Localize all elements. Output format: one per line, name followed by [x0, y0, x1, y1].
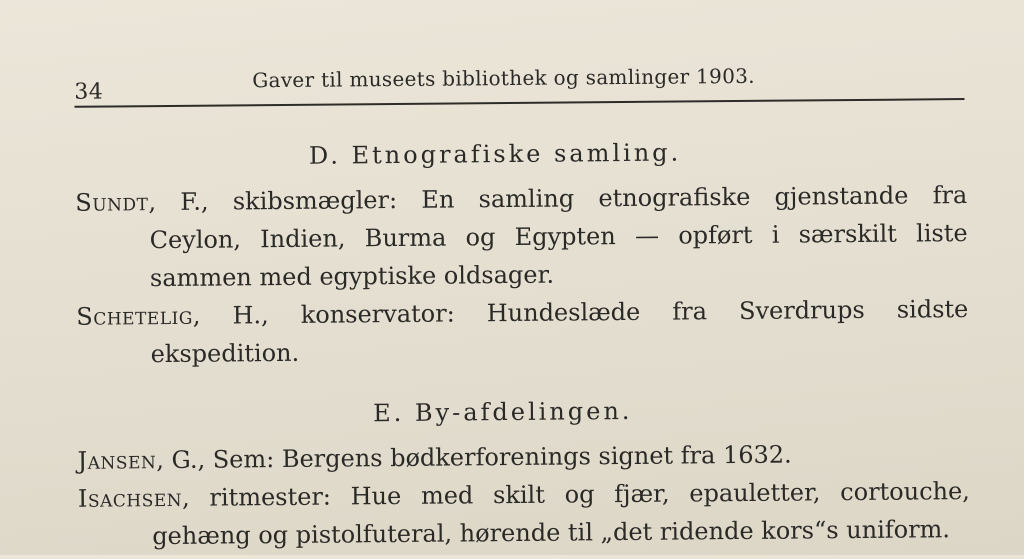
- donor-name: Schetelig: [76, 301, 193, 331]
- entry-text: , H., konservator: Hundeslæde fra Sverdrups sidste: [192, 295, 969, 330]
- entry-continuation-line: ekspedition.: [150, 338, 300, 369]
- page-number: 34: [74, 79, 104, 105]
- entry-isachsen: [78, 472, 971, 556]
- entry-continuation-line: sammen med egyptiske oldsager.: [149, 260, 555, 293]
- entry-text: , G., Sem: Bergens bødkerforenings signet fra 1632.: [156, 440, 792, 475]
- running-head: Gaver til museets bibliothek og samlinger 1903.: [252, 63, 755, 93]
- section-title-d: D. Etnografiske samling.: [308, 138, 682, 170]
- donor-name: Jansen: [77, 446, 157, 475]
- entry-continuation-line: Ceylon, Indien, Burma og Egypten — opført i særskilt liste: [149, 219, 968, 255]
- donor-name: Sundt: [75, 188, 149, 217]
- entry-text: , ritmester: Hue med skilt og fjær, epauletter, cortouche,: [181, 477, 971, 512]
- entry-continuation-line: gehæng og pistolfuteral, hørende til „det ridende kors“s uniform.: [152, 515, 951, 551]
- section-title-e: E. By-afdelingen.: [373, 396, 633, 428]
- entry-schetelig: [76, 290, 969, 374]
- page-header: [74, 58, 964, 108]
- donor-name: Isachsen: [77, 483, 183, 513]
- entry-sundt: [75, 176, 968, 298]
- entry-first-line: [76, 290, 968, 336]
- entry-text: , F., skibsmægler: En samling etnografiske gjenstande fra: [148, 181, 968, 217]
